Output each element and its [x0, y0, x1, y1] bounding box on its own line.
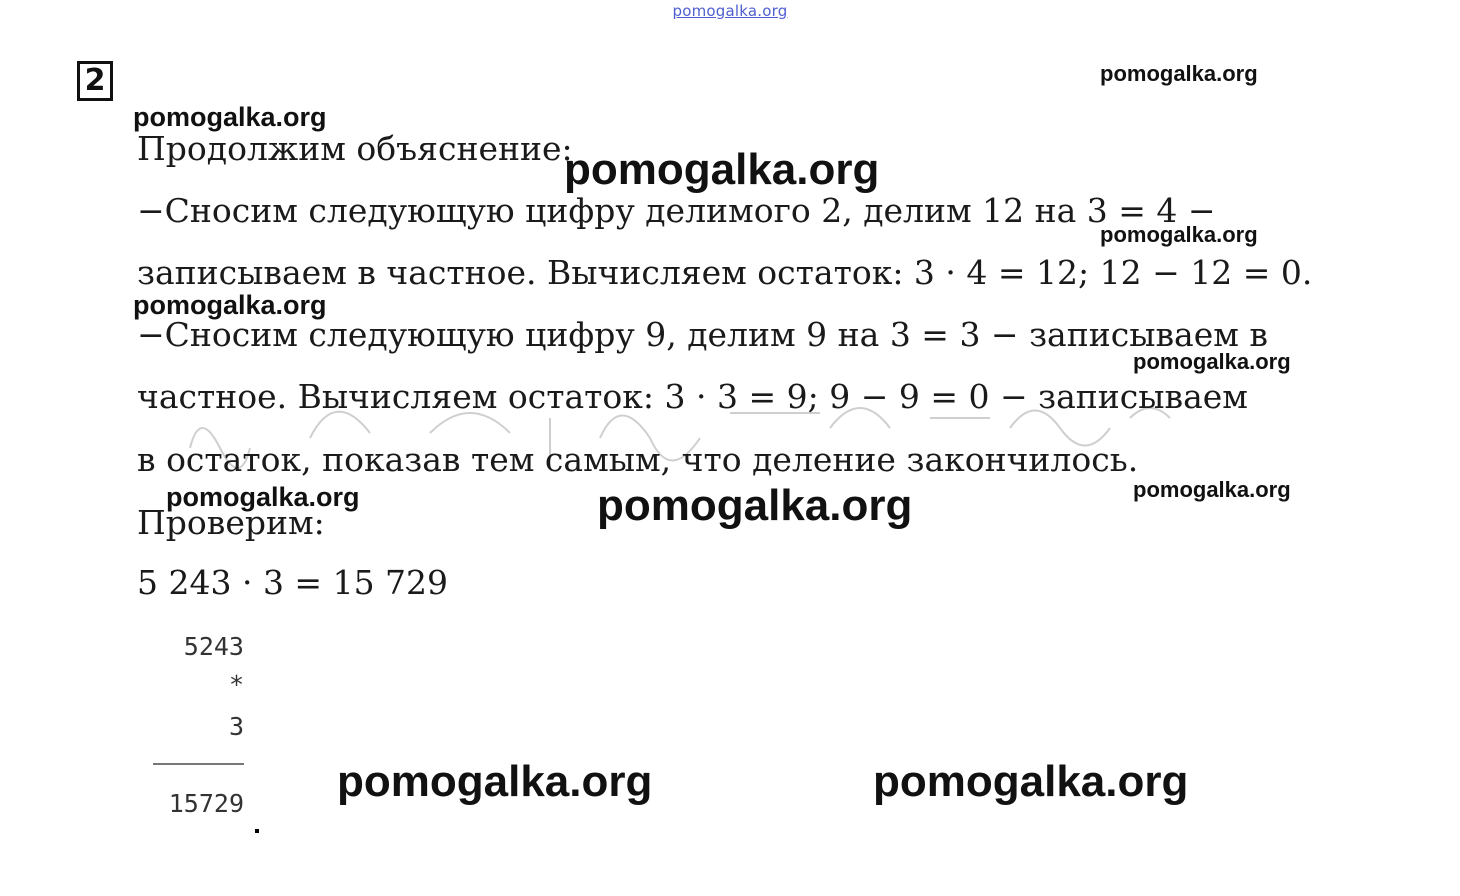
text-line-5: частное. Вычисляем остаток: 3 · 3 = 9; 9 − 9 = 0 − записываем: [137, 377, 1248, 416]
watermark: pomogalka.org: [337, 757, 653, 806]
text-line-equation: 5 243 · 3 = 15 729: [137, 563, 449, 602]
top-watermark: pomogalka.org: [672, 2, 788, 20]
column-operator: *: [228, 670, 244, 699]
column-multiplier: 3: [228, 712, 244, 741]
column-rule: [153, 763, 244, 765]
watermark: pomogalka.org: [1100, 61, 1258, 86]
column-result: 15729: [168, 789, 244, 818]
text-line-3: записываем в частное. Вычисляем остаток: 3 · 4 = 12; 12 − 12 = 0.: [137, 253, 1313, 292]
text-line-2: −Сносим следующую цифру делимого 2, делим 12 на 3 = 4 −: [137, 191, 1216, 230]
watermark: pomogalka.org: [597, 481, 913, 530]
trailing-dot: [255, 829, 259, 833]
text-line-check-heading: Проверим:: [137, 503, 325, 542]
watermark: pomogalka.org: [166, 482, 360, 512]
text-line-1: Продолжим объяснение:: [137, 129, 573, 168]
watermark: pomogalka.org: [873, 757, 1189, 806]
watermark: pomogalka.org: [1100, 222, 1258, 247]
task-number: 2: [77, 61, 113, 101]
text-line-4: −Сносим следующую цифру 9, делим 9 на 3 = 3 − записываем в: [137, 315, 1268, 354]
text-line-6: в остаток, показав тем самым, что деление закончилось.: [137, 440, 1139, 479]
column-multiplicand: 5243: [183, 632, 244, 661]
watermark: pomogalka.org: [1133, 477, 1291, 502]
watermark: pomogalka.org: [133, 102, 327, 132]
watermark: pomogalka.org: [1133, 349, 1291, 374]
watermark: pomogalka.org: [133, 290, 327, 320]
watermark: pomogalka.org: [564, 145, 880, 194]
